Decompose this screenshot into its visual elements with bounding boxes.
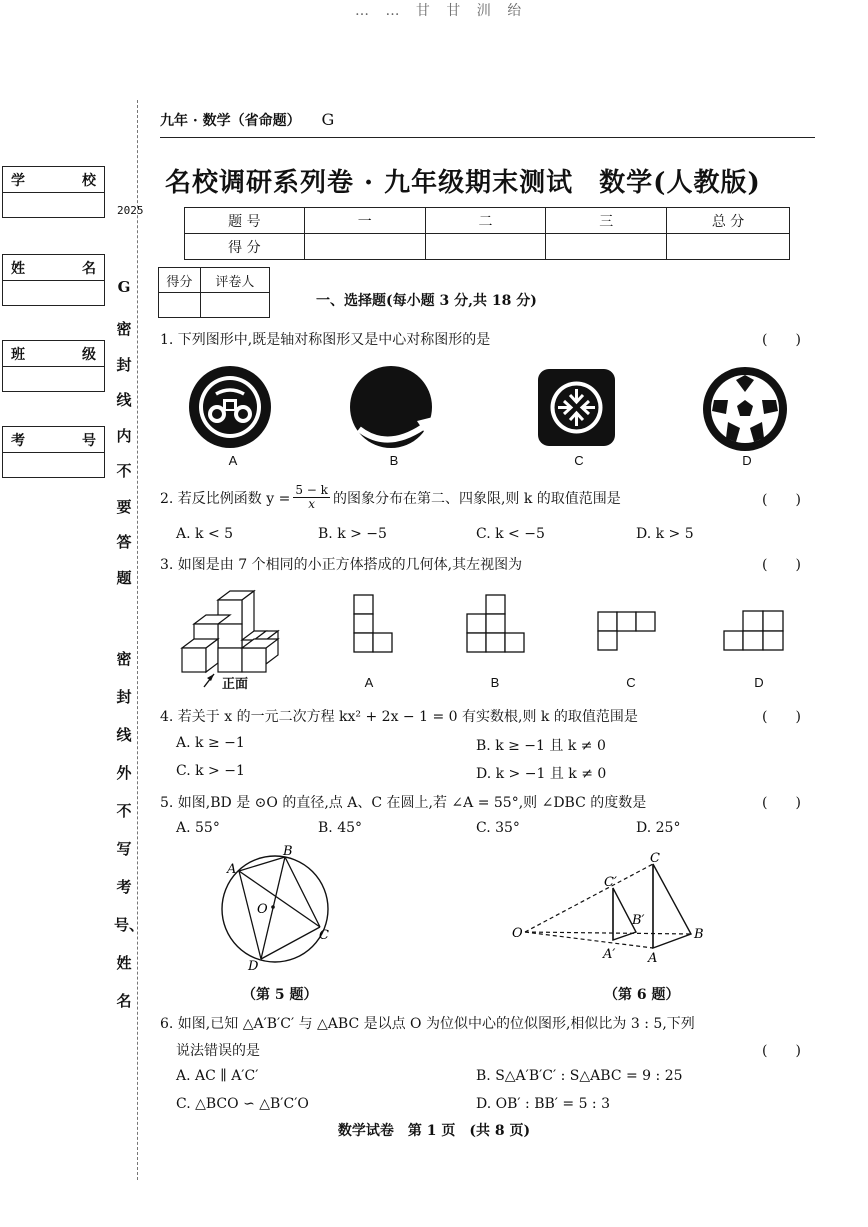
q6-point-b-prime: B′ — [632, 913, 645, 928]
q6-option-b: B. S△A′B′C′ : S△ABC = 9 : 25 — [476, 1068, 683, 1084]
answer-paren-6[interactable]: ( ) — [762, 1043, 801, 1059]
grader-score-label: 得分 — [159, 268, 201, 293]
score-header-2: 二 — [425, 208, 546, 234]
score-cell-3[interactable] — [546, 234, 667, 260]
q1-label-a: A — [228, 453, 238, 468]
q3-label-a: A — [364, 675, 374, 690]
question-6-text-line1: 6. 如图,已知 △A′B′C′ 与 △ABC 是以点 O 为位似中心的位似图形,相似比为 3 : 5,下列 — [160, 1016, 695, 1032]
school-field[interactable] — [2, 166, 105, 218]
q1-label-c: C — [574, 453, 584, 468]
q1-label-b: B — [389, 453, 399, 468]
grader-name-cell[interactable] — [200, 293, 269, 318]
q1-option-a-figure — [185, 365, 275, 450]
q6-point-b: B — [694, 927, 704, 942]
q3-option-d-figure — [722, 609, 786, 652]
q6-point-o: O — [512, 926, 523, 941]
answer-paren-3[interactable]: ( ) — [762, 557, 801, 573]
q3-label-b: B — [490, 675, 500, 690]
q6-caption: （第 6 题） — [604, 987, 680, 1003]
q2-option-c: C. k < −5 — [476, 526, 545, 542]
warning-bottom: 密封线外不写考号、姓名 — [114, 650, 145, 1010]
q2-option-a: A. k < 5 — [176, 526, 234, 542]
header-rule — [160, 137, 815, 138]
q5-point-d: D — [248, 959, 259, 974]
grader-table — [158, 267, 270, 318]
question-2-text — [160, 484, 621, 511]
answer-paren-2[interactable]: ( ) — [762, 492, 801, 508]
q6-option-a: A. AC ∥ A′C′ — [176, 1068, 259, 1084]
q5-option-c: C. 35° — [476, 820, 520, 836]
q2-suffix: 的图象分布在第二、四象限,则 k 的取值范围是 — [332, 490, 621, 507]
page-title — [165, 162, 761, 199]
q5-option-d: D. 25° — [636, 820, 681, 836]
q3-option-b-figure — [465, 593, 527, 653]
q3-front-label: 正面 — [222, 677, 249, 692]
q6-homothety-figure — [508, 848, 713, 970]
answer-paren-4[interactable]: ( ) — [762, 709, 801, 725]
q2-prefix: 2. 若反比例函数 y = — [160, 490, 291, 507]
score-header-3: 三 — [546, 208, 667, 234]
q4-option-d: D. k > −1 且 k ≠ 0 — [476, 766, 607, 782]
q2-frac-num: 5 − k — [295, 483, 328, 497]
q4-option-b: B. k ≥ −1 且 k ≠ 0 — [476, 738, 606, 754]
q3-option-c-figure — [596, 610, 658, 652]
q2-frac-den: x — [308, 497, 316, 511]
q4-option-c: C. k > −1 — [176, 763, 245, 779]
question-6-text-line2: 说法错误的是 — [176, 1043, 260, 1059]
q6-point-c-prime: C′ — [604, 875, 617, 890]
exam-number-field[interactable] — [2, 426, 105, 478]
q2-option-b: B. k > −5 — [318, 526, 387, 542]
q4-option-a: A. k ≥ −1 — [176, 735, 245, 751]
q1-label-d: D — [742, 453, 752, 468]
score-row-label: 得 分 — [185, 234, 305, 260]
q1-option-c-figure — [537, 368, 617, 448]
score-header-1: 一 — [304, 208, 425, 234]
q1-option-b-figure — [347, 365, 437, 455]
answer-paren-1[interactable]: ( ) — [762, 332, 801, 348]
score-cell-1[interactable] — [304, 234, 425, 260]
q5-point-o: O — [257, 902, 268, 917]
q6-option-d: D. OB′ : BB′ = 5 : 3 — [476, 1096, 611, 1112]
q5-option-b: B. 45° — [318, 820, 363, 836]
q6-option-c: C. △BCO ∽ △B′C′O — [176, 1096, 309, 1112]
class-label: 班 级 — [3, 341, 104, 367]
q1-option-d-figure — [702, 366, 788, 452]
score-table — [184, 207, 790, 260]
question-4-text: 4. 若关于 x 的一元二次方程 kx² + 2x − 1 = 0 有实数根,则 k 的取值范围是 — [160, 709, 638, 725]
q5-point-c: C — [319, 928, 329, 943]
series-label — [160, 110, 334, 130]
answer-paren-5[interactable]: ( ) — [762, 795, 801, 811]
grader-score-cell[interactable] — [159, 293, 201, 318]
q6-point-a: A — [648, 951, 658, 966]
year-vertical: 2025 — [117, 204, 144, 217]
q6-point-a-prime: A′ — [603, 947, 616, 962]
seal-line — [137, 100, 138, 1180]
subject-text: 数学(人教版) — [599, 168, 761, 198]
name-field[interactable] — [2, 254, 105, 306]
top-scrap-text: … … 甘 甘 汌 绐 — [355, 3, 528, 19]
q3-label-d: D — [754, 675, 764, 690]
q3-option-a-figure — [352, 593, 396, 653]
class-field[interactable] — [2, 340, 105, 392]
title-text: 名校调研系列卷 · 九年级期末测试 — [165, 168, 574, 198]
binding-mark: G — [117, 278, 131, 296]
page-footer: 数学试卷 第 1 页 (共 8 页) — [337, 1123, 531, 1139]
score-header-total: 总 分 — [667, 208, 790, 234]
question-1-text: 1. 下列图形中,既是轴对称图形又是中心对称图形的是 — [160, 332, 491, 348]
name-label: 姓 名 — [3, 255, 104, 281]
edition-mark: G — [321, 110, 335, 129]
q2-option-d: D. k > 5 — [636, 526, 694, 542]
score-cell-2[interactable] — [425, 234, 546, 260]
q5-point-b: B — [283, 845, 293, 859]
q5-caption: （第 5 题） — [242, 987, 318, 1003]
warning-top: 密封线内不要答题 — [116, 320, 132, 587]
q6-point-c: C — [650, 851, 660, 866]
series-text: 九年 · 数学（省命题） — [160, 113, 301, 129]
q2-fraction — [293, 484, 330, 511]
school-label: 学 校 — [3, 167, 104, 193]
q5-point-a: A — [227, 862, 237, 877]
question-3-text: 3. 如图是由 7 个相同的小正方体搭成的几何体,其左视图为 — [160, 557, 523, 573]
grader-name-label: 评卷人 — [200, 268, 269, 293]
question-5-text: 5. 如图,BD 是 ⊙O 的直径,点 A、C 在圆上,若 ∠A = 55°,则 ∠DBC 的度数是 — [160, 795, 647, 811]
score-cell-total[interactable] — [667, 234, 790, 260]
q3-label-c: C — [626, 675, 636, 690]
score-header-label: 题 号 — [185, 208, 305, 234]
exam-number-label: 考 号 — [3, 427, 104, 453]
section-title: 一、选择题(每小题 3 分,共 18 分) — [316, 293, 537, 309]
q5-option-a: A. 55° — [176, 820, 220, 836]
q5-circle-figure — [215, 845, 340, 975]
